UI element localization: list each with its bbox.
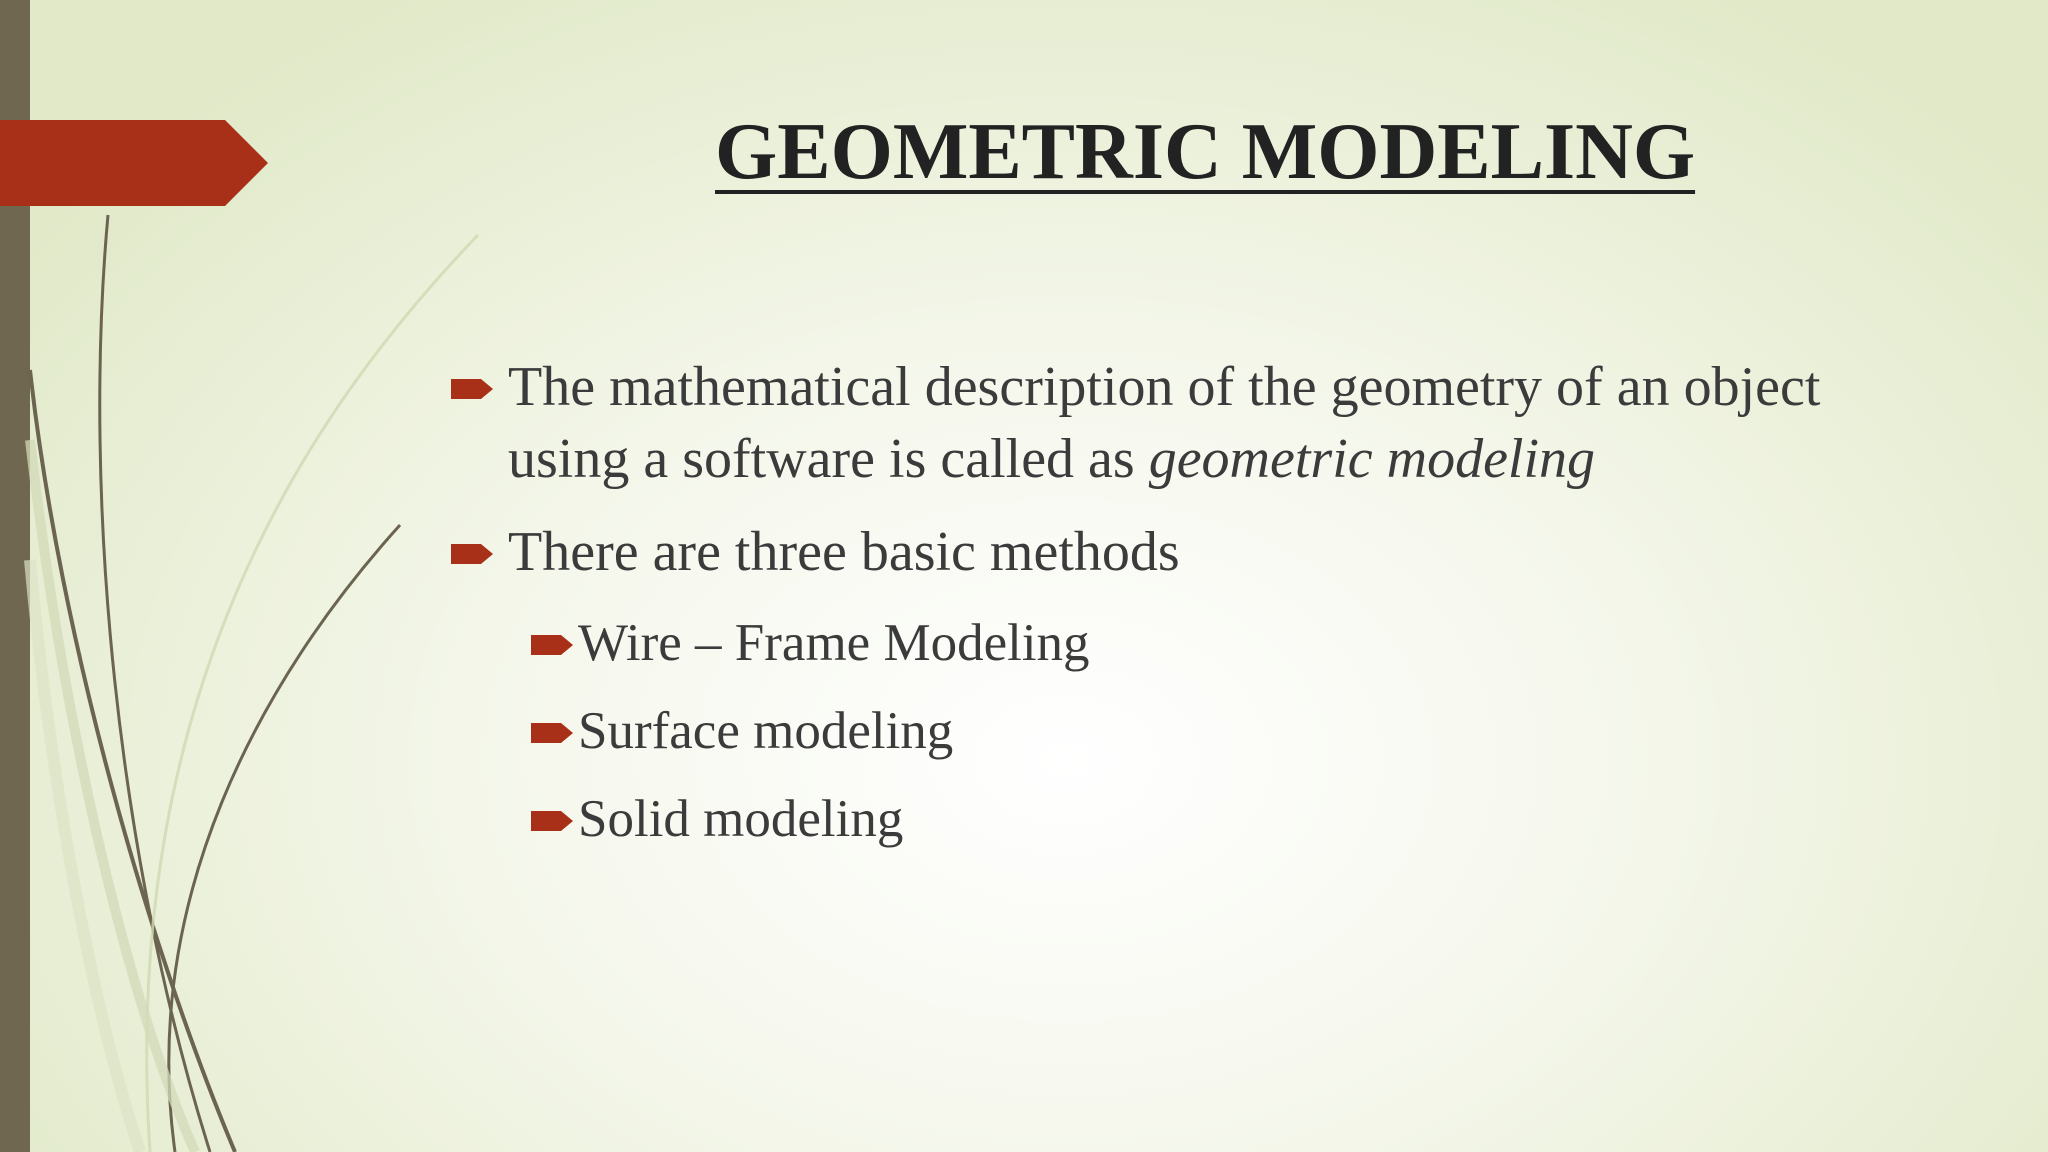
right-arrow-icon [451, 544, 493, 564]
bullet-item [508, 351, 1948, 495]
sub-bullet-text: Solid modeling [578, 790, 904, 848]
bullet-text: The mathematical description of the geometry of an object using a software is called as [508, 356, 1821, 490]
sub-bullet-item [578, 785, 903, 853]
bullet-text: There are three basic methods [508, 521, 1180, 583]
right-arrow-icon [531, 723, 573, 743]
sub-bullet-item [578, 697, 953, 765]
sub-bullet-text: Surface modeling [578, 702, 954, 760]
bullet-emphasis: geometric modeling [1148, 428, 1596, 490]
right-arrow-icon [531, 635, 573, 655]
bullet-item [508, 516, 1948, 588]
sub-bullet-item [578, 609, 1090, 677]
title-tab [0, 120, 270, 206]
right-arrow-icon [531, 811, 573, 831]
right-arrow-icon [451, 379, 493, 399]
sub-bullet-text: Wire – Frame Modeling [578, 614, 1090, 672]
slide-title: GEOMETRIC MODELING [715, 108, 1696, 196]
